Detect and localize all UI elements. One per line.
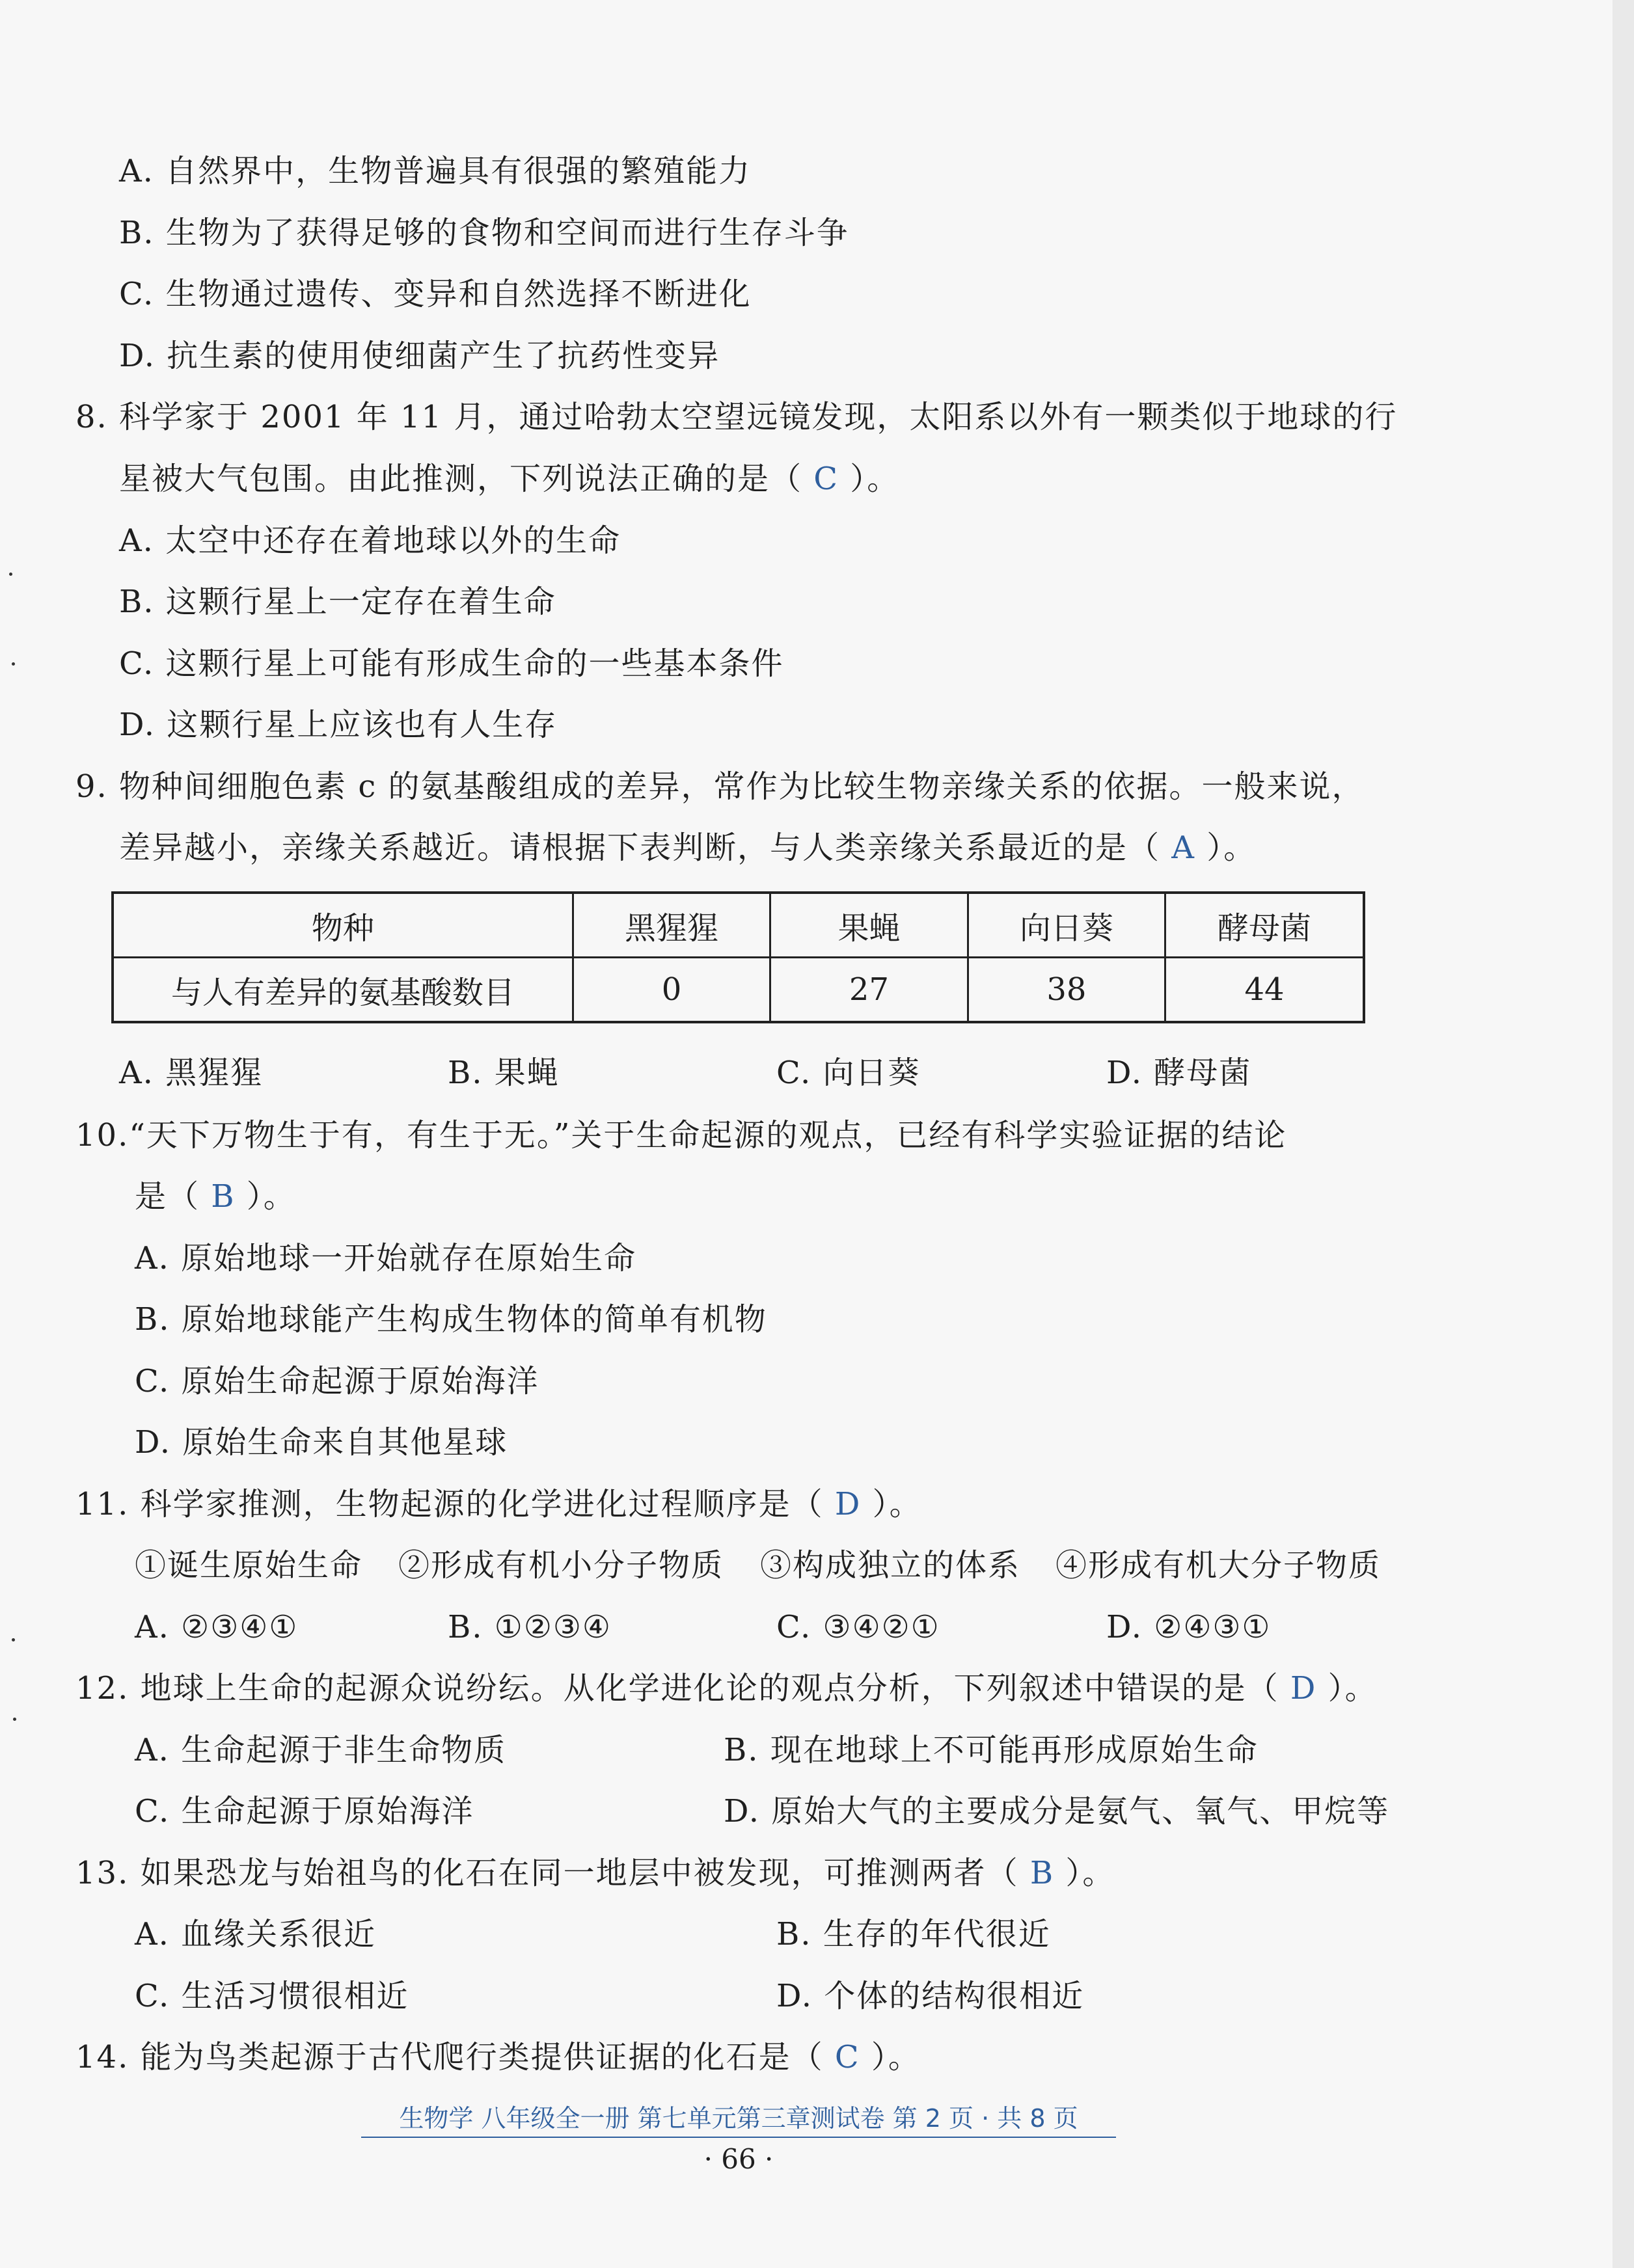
q8-stem-line1: 8. 科学家于 2001 年 11 月，通过哈勃太空望远镜发现，太阳系以外有一颗类似于地球的行: [75, 399, 1398, 435]
q7-option-d: D. 抗生素的使用使细菌产生了抗药性变异: [119, 338, 720, 374]
q12-stem: [75, 1667, 1378, 1709]
q10-option-b: B. 原始地球能产生构成生物体的简单有机物: [135, 1301, 767, 1338]
q12-option-a: A. 生命起源于非生命物质: [135, 1732, 507, 1768]
q9-option-b: B. 果蝇: [448, 1055, 560, 1091]
page-number: · 66 ·: [703, 2143, 774, 2175]
q12-option-d: D. 原始大气的主要成分是氨气、氧气、甲烷等: [724, 1793, 1390, 1829]
q7-option-b: B. 生物为了获得足够的食物和空间而进行生存斗争: [119, 215, 849, 251]
table-header-cell: 黑猩猩: [573, 893, 770, 958]
q12-option-c: C. 生命起源于原始海洋: [135, 1793, 474, 1829]
q14-stem-text: 14. 能为鸟类起源于古代爬行类提供证据的化石是（: [75, 2039, 835, 2075]
q8-stem-text: 星被大气包围。由此推测，下列说法正确的是（: [119, 461, 814, 497]
q8-option-c: C. 这颗行星上可能有形成生命的一些基本条件: [119, 645, 784, 682]
q11-stem: [75, 1483, 922, 1525]
q9-option-c: C. 向日葵: [776, 1055, 921, 1091]
q11-answer: D: [834, 1486, 862, 1522]
q11-option-c: C. ③④②①: [776, 1609, 940, 1645]
q11-stem-text: 11. 科学家推测，生物起源的化学进化过程顺序是（: [75, 1486, 835, 1522]
table-header-cell: 向日葵: [968, 893, 1165, 958]
q14-stem-end: ）。: [860, 2039, 921, 2075]
scan-speck: [9, 573, 12, 576]
q10-option-c: C. 原始生命起源于原始海洋: [135, 1363, 539, 1399]
table-cell: 44: [1165, 958, 1364, 1023]
q14-stem: [75, 2036, 921, 2078]
table-cell: 38: [968, 958, 1165, 1023]
q9-option-a: A. 黑猩猩: [119, 1055, 264, 1091]
q9-stem-line2: [119, 827, 1256, 869]
q13-option-a: A. 血缘关系很近: [135, 1916, 377, 1952]
q12-stem-text: 12. 地球上生命的起源众说纷纭。从化学进化论的观点分析，下列叙述中错误的是（: [75, 1670, 1290, 1707]
scan-speck: [12, 662, 15, 666]
q11-stem-end: ）。: [861, 1486, 922, 1522]
q10-stem-line1: 10.“天下万物生于有，有生于无。”关于生命起源的观点，已经有科学实验证据的结论: [75, 1117, 1287, 1154]
q10-option-d: D. 原始生命来自其他星球: [135, 1424, 508, 1461]
q8-stem-line2: [119, 458, 899, 500]
q9-answer: A: [1171, 830, 1195, 866]
q9-option-d: D. 酵母菌: [1106, 1055, 1252, 1091]
q10-option-a: A. 原始地球一开始就存在原始生命: [135, 1240, 637, 1276]
q9-stem-end: ）。: [1195, 830, 1257, 866]
q11-step-4: ④形成有机大分子物质: [1055, 1547, 1382, 1584]
q7-option-c: C. 生物通过遗传、变异和自然选择不断进化: [119, 276, 752, 312]
q9-stem-text: 差异越小，亲缘关系越近。请根据下表判断，与人类亲缘关系最近的是（: [119, 830, 1172, 866]
q8-option-a: A. 太空中还存在着地球以外的生命: [119, 522, 621, 559]
q12-stem-end: ）。: [1316, 1670, 1378, 1707]
q8-stem-end: ）。: [839, 461, 900, 497]
q10-stem-line2: [135, 1176, 296, 1217]
q12-answer: D: [1290, 1670, 1317, 1707]
q8-option-d: D. 这颗行星上应该也有人生存: [119, 707, 558, 743]
table-header-cell: 物种: [113, 893, 573, 958]
q10-stem-end: ）。: [235, 1178, 296, 1215]
scan-speck: [12, 1638, 15, 1641]
q11-step-1: ①诞生原始生命: [135, 1547, 363, 1584]
q13-stem-end: ）。: [1054, 1855, 1115, 1891]
q13-stem: [75, 1852, 1115, 1894]
q13-option-d: D. 个体的结构很相近: [776, 1978, 1085, 2014]
table-cell: 与人有差异的氨基酸数目: [113, 958, 573, 1023]
amino-acid-table: [111, 891, 1365, 1023]
q11-step-2: ②形成有机小分子物质: [398, 1547, 724, 1584]
q9-stem-line1: 9. 物种间细胞色素 c 的氨基酸组成的差异，常作为比较生物亲缘关系的依据。一般来说，: [75, 768, 1365, 805]
scan-speck: [13, 1718, 16, 1721]
q7-option-a: A. 自然界中，生物普遍具有很强的繁殖能力: [119, 153, 752, 189]
q11-option-a: A. ②③④①: [135, 1609, 299, 1645]
q13-option-c: C. 生活习惯很相近: [135, 1978, 409, 2014]
table-row: [113, 958, 1364, 1023]
q12-option-b: B. 现在地球上不可能再形成原始生命: [724, 1732, 1259, 1768]
table-header-cell: 果蝇: [770, 893, 968, 958]
table-header-cell: 酵母菌: [1165, 893, 1364, 958]
table-header-row: [113, 893, 1364, 958]
q11-step-3: ③构成独立的体系: [760, 1547, 1021, 1584]
page-footer: 生物学 八年级全一册 第七单元第三章测试卷 第 2 页 · 共 8 页: [361, 2103, 1116, 2138]
q14-answer: C: [834, 2039, 860, 2075]
q11-option-d: D. ②④③①: [1106, 1609, 1272, 1645]
q10-stem-text: 是（: [135, 1178, 211, 1215]
q13-answer: B: [1029, 1855, 1055, 1891]
q8-option-b: B. 这颗行星上一定存在着生命: [119, 584, 556, 620]
q13-option-b: B. 生存的年代很近: [776, 1916, 1051, 1952]
page-edge: [1613, 0, 1634, 2268]
q11-option-b: B. ①②③④: [448, 1609, 612, 1645]
q13-stem-text: 13. 如果恐龙与始祖鸟的化石在同一地层中被发现，可推测两者（: [75, 1855, 1030, 1891]
q10-answer: B: [211, 1178, 236, 1215]
table-cell: 0: [573, 958, 770, 1023]
table-cell: 27: [770, 958, 968, 1023]
q8-answer: C: [813, 461, 839, 497]
